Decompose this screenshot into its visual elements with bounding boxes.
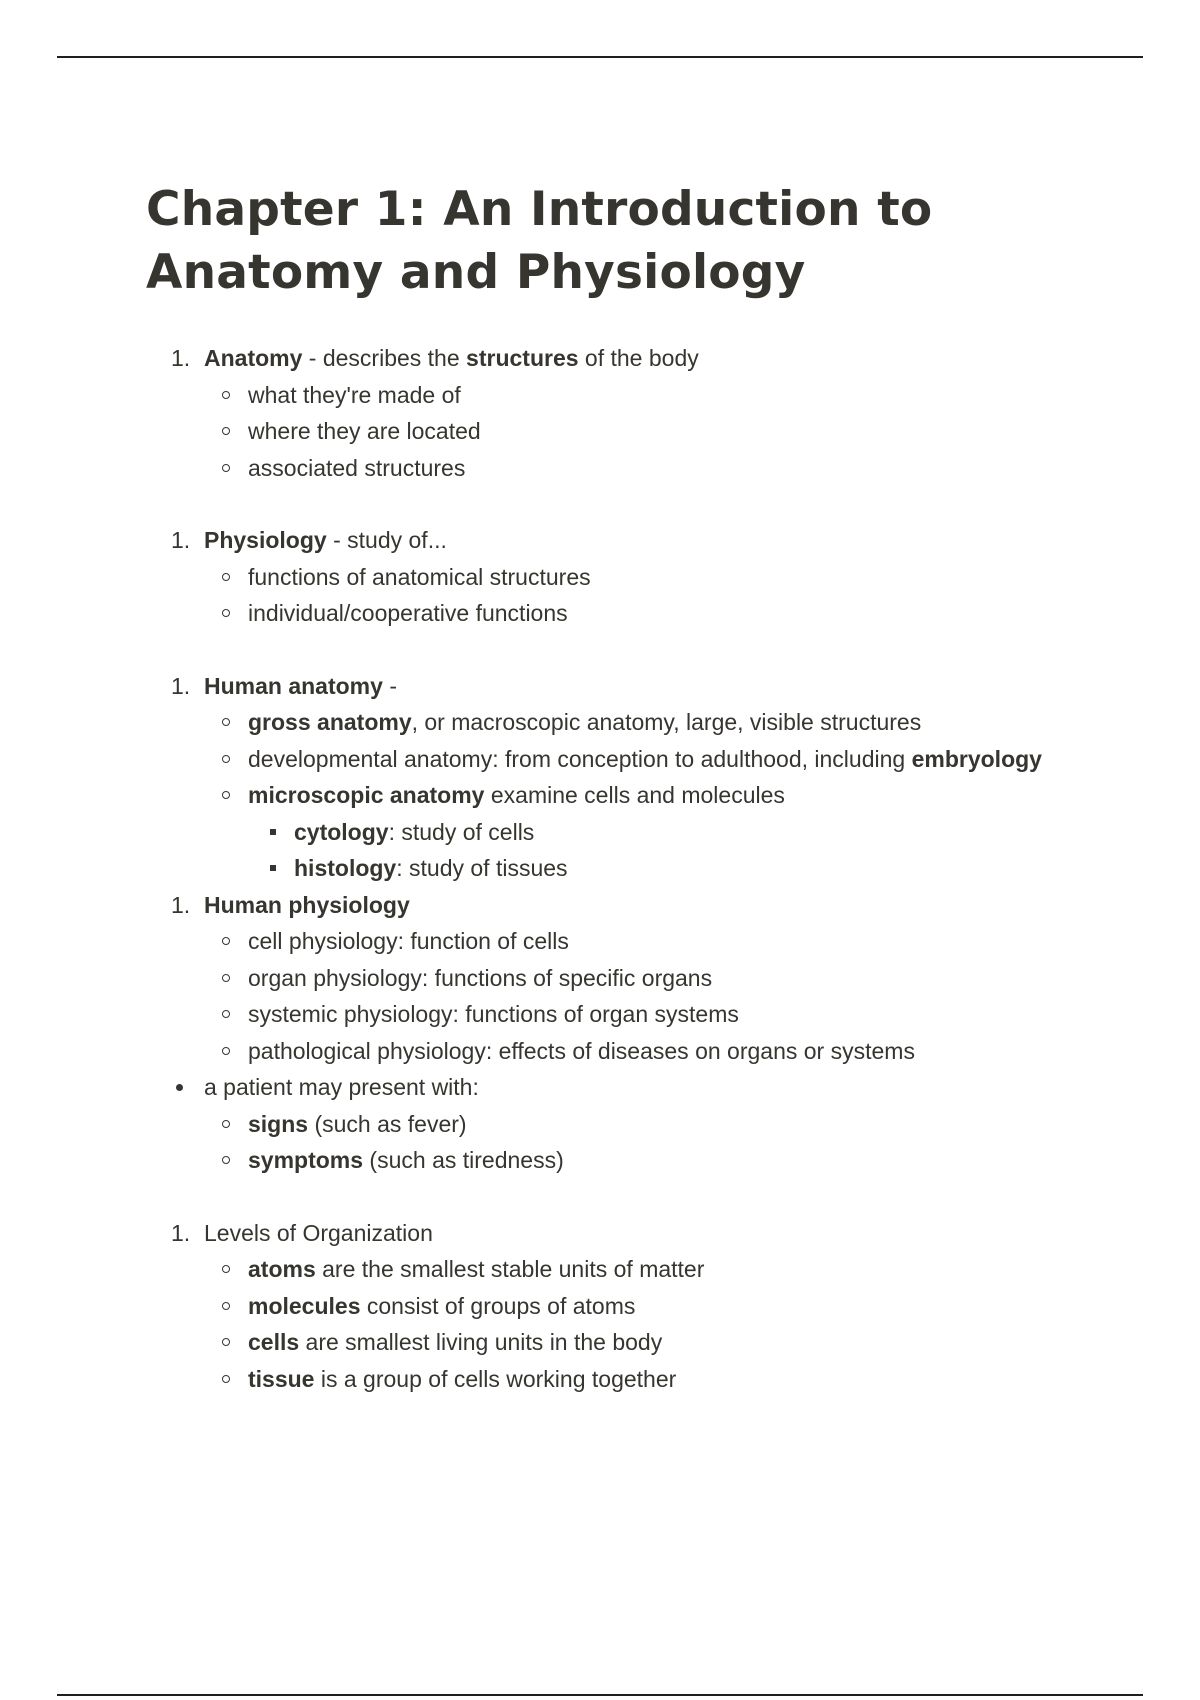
circle-bullet-icon	[222, 1302, 230, 1310]
document-content	[146, 178, 1046, 1397]
term-cytology: cytology	[294, 818, 389, 845]
list-item: where they are located	[146, 413, 1046, 450]
list-item: cytology: study of cells	[146, 814, 1046, 851]
term-anatomy: Anatomy	[204, 345, 303, 371]
disc-bullet-icon	[176, 1084, 183, 1091]
term-human-physiology: Human physiology	[204, 891, 410, 918]
circle-bullet-icon	[222, 1375, 230, 1383]
list-item: developmental anatomy: from conception to adulthood, including embryology	[146, 741, 1046, 778]
list-item: microscopic anatomy examine cells and molecules	[146, 777, 1046, 814]
circle-bullet-icon	[222, 1156, 230, 1164]
list-item: 1. Levels of Organization	[146, 1215, 1046, 1252]
circle-bullet-icon	[222, 791, 230, 799]
term-cells: cells	[248, 1329, 300, 1355]
list-item: 1. Anatomy - describes the structures of the body	[146, 340, 1046, 377]
circle-bullet-icon	[222, 464, 230, 472]
list-item: cell physiology: function of cells	[146, 923, 1046, 960]
term-human-anatomy: Human anatomy	[204, 672, 383, 699]
circle-bullet-icon	[222, 1047, 230, 1055]
term-embryology: embryology	[911, 745, 1042, 772]
term-histology: histology	[294, 855, 397, 881]
section-human-anatomy	[146, 668, 1046, 887]
list-item: 1. Physiology - study of...	[146, 522, 1046, 559]
list-item: associated structures	[146, 450, 1046, 487]
term-gross-anatomy: gross anatomy	[248, 709, 412, 735]
list-number: 1.	[171, 345, 191, 371]
list-number: 1.	[171, 891, 191, 918]
list-item: gross anatomy, or macroscopic anatomy, large, visible structures	[146, 704, 1046, 741]
list-item: organ physiology: functions of specific organs	[146, 960, 1046, 997]
list-number: 1.	[171, 527, 191, 553]
list-item: what they're made of	[146, 377, 1046, 414]
term-molecules: molecules	[248, 1292, 361, 1319]
term-atoms: atoms	[248, 1256, 316, 1282]
section-patient	[146, 1069, 1046, 1179]
list-item: a patient may present with:	[146, 1069, 1046, 1106]
list-item: 1. Human anatomy -	[146, 668, 1046, 705]
list-item	[146, 887, 1046, 924]
circle-bullet-icon	[222, 1120, 230, 1128]
term-microscopic-anatomy: microscopic anatomy	[248, 782, 485, 808]
list-item: cells are smallest living units in the body	[146, 1324, 1046, 1361]
circle-bullet-icon	[222, 573, 230, 581]
square-bullet-icon	[270, 829, 276, 835]
list-item: histology: study of tissues	[146, 850, 1046, 887]
list-number: 1.	[171, 672, 191, 699]
circle-bullet-icon	[222, 391, 230, 399]
circle-bullet-icon	[222, 1010, 230, 1018]
list-item: tissue is a group of cells working together	[146, 1361, 1046, 1398]
page-title: Chapter 1: An Introduction to Anatomy and Physiology	[146, 182, 933, 300]
term-symptoms: symptoms	[248, 1147, 364, 1173]
term-structures: structures	[466, 345, 579, 371]
term-physiology: Physiology	[204, 527, 327, 553]
list-number: 1.	[171, 1219, 191, 1246]
square-bullet-icon	[270, 865, 276, 871]
list-item: signs (such as fever)	[146, 1106, 1046, 1143]
list-item: atoms are the smallest stable units of matter	[146, 1251, 1046, 1288]
list-item: systemic physiology: functions of organ systems	[146, 996, 1046, 1033]
circle-bullet-icon	[222, 718, 230, 726]
circle-bullet-icon	[222, 609, 230, 617]
list-item: pathological physiology: effects of diseases on organs or systems	[146, 1033, 1046, 1070]
list-item: symptoms (such as tiredness)	[146, 1142, 1046, 1179]
term-tissue: tissue	[248, 1365, 315, 1392]
section-levels-of-organization	[146, 1215, 1046, 1398]
list-item: functions of anatomical structures	[146, 559, 1046, 596]
section-physiology	[146, 522, 1046, 632]
top-divider	[57, 56, 1143, 58]
circle-bullet-icon	[222, 1265, 230, 1273]
list-item: molecules consist of groups of atoms	[146, 1288, 1046, 1325]
list-item: individual/cooperative functions	[146, 595, 1046, 632]
bottom-divider	[57, 1694, 1143, 1696]
circle-bullet-icon	[222, 937, 230, 945]
circle-bullet-icon	[222, 1338, 230, 1346]
circle-bullet-icon	[222, 427, 230, 435]
term-signs: signs	[248, 1110, 309, 1137]
section-anatomy	[146, 340, 1046, 486]
section-human-physiology	[146, 887, 1046, 1070]
notes-body	[146, 340, 1046, 1397]
circle-bullet-icon	[222, 974, 230, 982]
circle-bullet-icon	[222, 755, 230, 763]
